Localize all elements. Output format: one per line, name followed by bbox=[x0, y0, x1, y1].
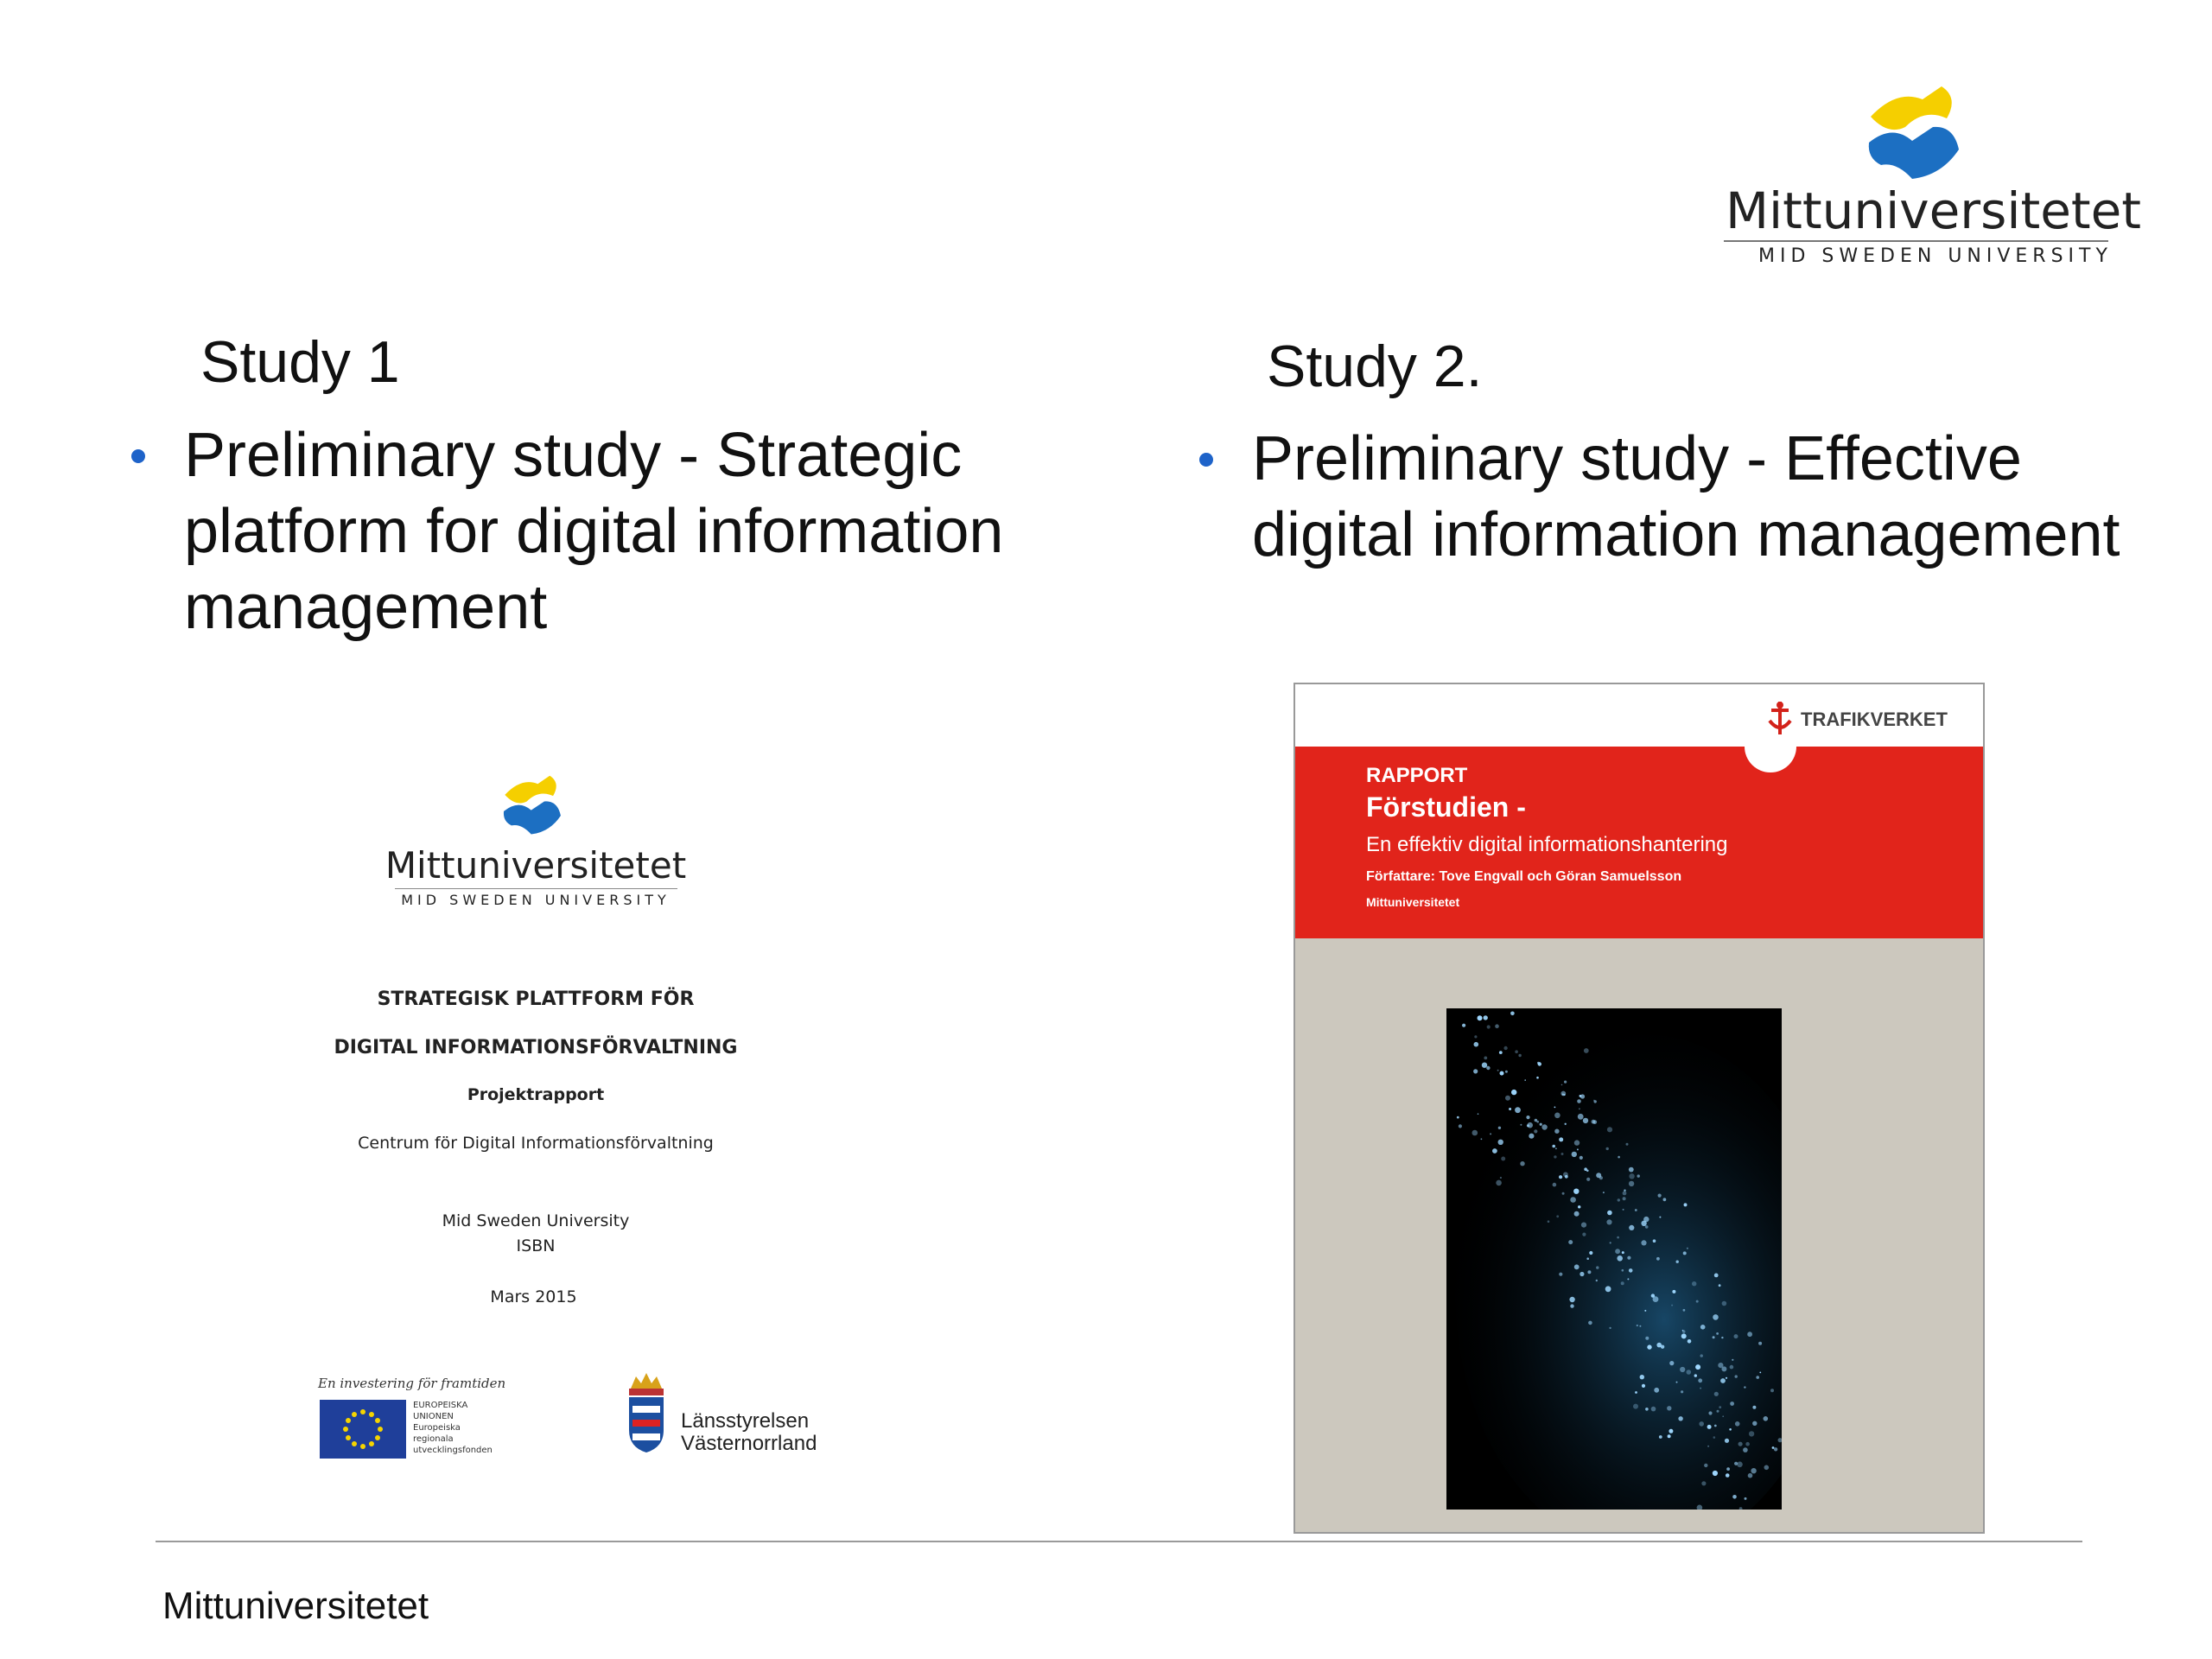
fiber-light-dot bbox=[1707, 1446, 1709, 1447]
fiber-light-dot bbox=[1640, 1375, 1644, 1379]
fiber-light-dot bbox=[1535, 1119, 1538, 1122]
fiber-light-dot bbox=[1556, 1215, 1559, 1217]
fiber-light-dot bbox=[1669, 1361, 1674, 1365]
fiber-light-dot bbox=[1743, 1447, 1748, 1452]
fiber-light-dot bbox=[1586, 1257, 1589, 1260]
fiber-light-dot bbox=[1698, 1378, 1702, 1382]
fiber-light-dot bbox=[1730, 1365, 1734, 1370]
fiber-light-dot bbox=[1629, 1225, 1634, 1230]
fiber-light-dot bbox=[1694, 1374, 1697, 1376]
fiber-light-dot bbox=[1580, 1156, 1583, 1160]
fiber-light-dot bbox=[1713, 1436, 1716, 1439]
fiber-light-dot bbox=[1518, 1054, 1521, 1057]
fiber-light-dot bbox=[1683, 1309, 1686, 1312]
fiber-light-dot bbox=[1526, 1116, 1529, 1119]
fiber-light-dot bbox=[1716, 1332, 1719, 1335]
fiber-light-dot bbox=[1681, 1333, 1687, 1338]
fiber-light-dot bbox=[1496, 1180, 1502, 1186]
fiber-light-dot bbox=[1641, 1240, 1646, 1245]
document-1-logo-name: Mittuniversitetet bbox=[385, 844, 687, 887]
fiber-light-dot bbox=[1534, 1129, 1537, 1133]
document-1-university: Mid Sweden University bbox=[442, 1211, 630, 1230]
fiber-optic-photo bbox=[1446, 1008, 1782, 1510]
fiber-light-dot bbox=[1520, 1124, 1522, 1126]
fiber-light-dot bbox=[1681, 1390, 1683, 1393]
fiber-light-dot bbox=[1676, 1382, 1678, 1383]
report-2-cover bbox=[1294, 683, 1985, 1534]
fiber-light-dot bbox=[1495, 1024, 1499, 1028]
study-1-bullet-text bbox=[184, 417, 1003, 645]
fiber-light-dot bbox=[1719, 1284, 1721, 1287]
fiber-light-dot bbox=[1627, 1256, 1630, 1260]
fiber-light-dot bbox=[1605, 1286, 1611, 1292]
fiber-light-dot bbox=[1484, 1057, 1487, 1060]
fiber-light-dot bbox=[1707, 1425, 1712, 1429]
fiber-light-dot bbox=[1658, 1194, 1662, 1198]
fiber-light-dot bbox=[1647, 1344, 1651, 1349]
fiber-light-dot bbox=[1621, 1281, 1624, 1285]
fiber-light-dot bbox=[1637, 1325, 1638, 1326]
report-2-label: RAPPORT bbox=[1366, 764, 1468, 787]
fiber-light-dot bbox=[1498, 1140, 1503, 1145]
header-logo-name: Mittuniversitetet bbox=[1726, 181, 2142, 240]
fiber-light-dot bbox=[1737, 1462, 1743, 1468]
fiber-light-dot bbox=[1629, 1181, 1634, 1186]
fiber-light-dot bbox=[1744, 1386, 1745, 1388]
document-1-cover bbox=[302, 760, 855, 1486]
fiber-light-dot bbox=[1774, 1447, 1777, 1451]
fiber-light-dot bbox=[1687, 1248, 1688, 1249]
fiber-light-dot bbox=[1663, 1198, 1667, 1201]
fiber-light-dot bbox=[1745, 1442, 1750, 1446]
document-1-logo-icon bbox=[499, 769, 565, 840]
study-1-bullet-dot bbox=[131, 449, 145, 463]
fiber-light-dot bbox=[1732, 1359, 1733, 1361]
fiber-light-dot bbox=[1482, 1063, 1487, 1068]
fiber-light-dot bbox=[1672, 1290, 1675, 1294]
fiber-light-dot bbox=[1758, 1342, 1762, 1345]
fiber-light-dot bbox=[1500, 1177, 1502, 1179]
fiber-light-dot bbox=[1492, 1148, 1497, 1154]
fiber-light-dot bbox=[1529, 1134, 1534, 1139]
fiber-light-dot bbox=[1588, 1321, 1592, 1325]
fiber-light-dot bbox=[1644, 1310, 1646, 1312]
eu-line-5: utvecklingsfonden bbox=[413, 1446, 493, 1455]
fiber-light-dot bbox=[1484, 1015, 1488, 1020]
fiber-light-dot bbox=[1596, 1280, 1598, 1281]
fiber-optic-image bbox=[1446, 1008, 1782, 1510]
fiber-light-dot bbox=[1651, 1407, 1656, 1412]
eu-text bbox=[413, 1400, 493, 1456]
fiber-light-dot bbox=[1629, 1167, 1634, 1173]
fiber-light-dot bbox=[1764, 1416, 1769, 1421]
fiber-light-dot bbox=[1574, 1140, 1580, 1145]
fiber-light-dot bbox=[1520, 1161, 1524, 1166]
fiber-light-dot bbox=[1584, 1167, 1587, 1171]
fiber-light-dot bbox=[1562, 1192, 1565, 1195]
fiber-light-dot bbox=[1589, 1251, 1592, 1255]
fiber-light-dot bbox=[1676, 1261, 1679, 1263]
fiber-light-dot bbox=[1555, 1147, 1557, 1149]
fiber-light-dot bbox=[1501, 1157, 1505, 1161]
fiber-light-dot bbox=[1651, 1294, 1655, 1297]
fiber-light-dot bbox=[1719, 1406, 1721, 1408]
fiber-light-dot bbox=[1487, 1025, 1491, 1028]
university-logo-icon bbox=[1862, 82, 1966, 181]
fiber-light-dot bbox=[1717, 1410, 1719, 1413]
fiber-light-dot bbox=[1596, 1266, 1599, 1268]
fiber-light-dot bbox=[1552, 1145, 1555, 1148]
fiber-light-dot bbox=[1645, 1337, 1649, 1340]
fiber-light-dot bbox=[1607, 1127, 1612, 1132]
fiber-light-dot bbox=[1607, 1211, 1612, 1216]
fiber-light-dot bbox=[1578, 1114, 1584, 1120]
fiber-light-dot bbox=[1559, 1137, 1563, 1141]
fiber-light-dot bbox=[1623, 1197, 1626, 1200]
report-2-subtitle: En effektiv digital informationshantering bbox=[1366, 833, 1728, 856]
fiber-light-dot bbox=[1745, 1497, 1747, 1500]
fiber-light-dot bbox=[1473, 1069, 1478, 1073]
fiber-light-dot bbox=[1738, 1442, 1743, 1446]
fiber-light-dot bbox=[1554, 1107, 1556, 1109]
fiber-light-dot bbox=[1700, 1354, 1703, 1357]
fiber-light-dot bbox=[1714, 1392, 1719, 1396]
fiber-light-dot bbox=[1497, 1070, 1499, 1071]
fiber-light-dot bbox=[1573, 1189, 1579, 1194]
fiber-light-dot bbox=[1656, 1257, 1660, 1261]
fiber-light-dot bbox=[1564, 1094, 1566, 1096]
document-1-date: Mars 2015 bbox=[490, 1287, 577, 1306]
fiber-light-dot bbox=[1671, 1305, 1673, 1306]
fiber-light-dot bbox=[1568, 1240, 1573, 1244]
fiber-light-dot bbox=[1680, 1367, 1685, 1372]
fiber-light-dot bbox=[1669, 1429, 1673, 1433]
eu-line-3: Europeiska bbox=[413, 1423, 461, 1433]
fiber-light-dot bbox=[1645, 1225, 1649, 1229]
fiber-light-dot bbox=[1498, 1127, 1501, 1129]
fiber-light-dot bbox=[1726, 1467, 1730, 1471]
fiber-light-dot bbox=[1701, 1481, 1706, 1485]
fiber-light-dot bbox=[1700, 1325, 1706, 1330]
fiber-light-dot bbox=[1684, 1203, 1688, 1206]
eu-line-1: EUROPEISKA bbox=[413, 1401, 468, 1410]
study-2-bullet-dot bbox=[1199, 453, 1213, 467]
fiber-light-dot bbox=[1722, 1301, 1727, 1306]
fiber-light-dot bbox=[1661, 1345, 1664, 1349]
fiber-light-dot bbox=[1457, 1116, 1459, 1119]
fiber-light-dot bbox=[1692, 1281, 1696, 1286]
fiber-light-dot bbox=[1635, 1209, 1637, 1211]
fiber-light-dot bbox=[1554, 1113, 1560, 1119]
fiber-light-dot bbox=[1609, 1327, 1611, 1329]
fiber-light-dot bbox=[1587, 1270, 1591, 1274]
fiber-light-dot bbox=[1478, 1015, 1483, 1020]
study-2-heading: Study 2. bbox=[1267, 334, 1483, 399]
document-1-isbn: ISBN bbox=[516, 1236, 556, 1255]
county-name bbox=[681, 1410, 817, 1455]
fiber-light-dot bbox=[1713, 1314, 1719, 1320]
fiber-light-dot bbox=[1659, 1217, 1661, 1218]
fiber-light-dot bbox=[1626, 1143, 1629, 1146]
fiber-light-dot bbox=[1584, 1048, 1589, 1053]
fiber-light-dot bbox=[1610, 1242, 1611, 1243]
header-logo-subtitle: MID SWEDEN UNIVERSITY bbox=[1758, 245, 2113, 267]
fiber-light-dot bbox=[1540, 1123, 1542, 1126]
fiber-light-dot bbox=[1527, 1124, 1529, 1127]
fiber-light-dot bbox=[1624, 1190, 1625, 1192]
fiber-light-dot bbox=[1764, 1465, 1770, 1471]
fiber-light-dot bbox=[1618, 1198, 1620, 1201]
fiber-light-dot bbox=[1659, 1435, 1662, 1439]
fiber-light-dot bbox=[1606, 1219, 1611, 1224]
study-2-bullet-text bbox=[1252, 421, 2120, 573]
fiber-light-dot bbox=[1756, 1376, 1759, 1379]
study-2-line-1: Preliminary study - Effective bbox=[1252, 424, 2022, 493]
fiber-light-dot bbox=[1688, 1339, 1692, 1344]
study-2-line-2: digital information management bbox=[1252, 500, 2120, 569]
fiber-light-dot bbox=[1554, 1155, 1556, 1158]
fiber-light-dot bbox=[1735, 1421, 1740, 1427]
county-line-2: Västernorrland bbox=[681, 1432, 817, 1455]
fiber-light-dot bbox=[1510, 1012, 1515, 1016]
fiber-light-dot bbox=[1642, 1384, 1645, 1388]
fiber-light-dot bbox=[1462, 1024, 1465, 1027]
fiber-light-dot bbox=[1581, 1223, 1586, 1228]
fiber-light-dot bbox=[1580, 1094, 1585, 1098]
fiber-light-dot bbox=[1770, 1389, 1774, 1392]
fiber-light-dot bbox=[1622, 1251, 1624, 1254]
fiber-light-dot bbox=[1594, 1100, 1597, 1103]
fiber-light-dot bbox=[1752, 1406, 1756, 1409]
document-1-title-line-1: STRATEGISK PLATTFORM FÖR bbox=[377, 988, 695, 1010]
fiber-light-dot bbox=[1577, 1099, 1581, 1103]
fiber-light-dot bbox=[1578, 1205, 1580, 1208]
fiber-light-dot bbox=[1459, 1124, 1462, 1128]
fiber-light-dot bbox=[1541, 1124, 1547, 1129]
fiber-light-dot bbox=[1725, 1439, 1729, 1443]
fiber-light-dot bbox=[1500, 1071, 1504, 1076]
fiber-light-dot bbox=[1574, 1211, 1580, 1217]
fiber-light-dot bbox=[1618, 1156, 1620, 1159]
eu-flag-icon bbox=[320, 1400, 406, 1459]
fiber-light-dot bbox=[1695, 1364, 1700, 1370]
fiber-light-dot bbox=[1548, 1220, 1550, 1223]
eu-slogan: En investering för framtiden bbox=[318, 1376, 506, 1391]
fiber-light-dot bbox=[1653, 1239, 1656, 1243]
fiber-light-dot bbox=[1713, 1336, 1715, 1338]
fiber-light-dot bbox=[1617, 1255, 1623, 1262]
fiber-light-dot bbox=[1559, 1175, 1562, 1179]
fiber-light-dot bbox=[1627, 1278, 1629, 1280]
fiber-light-dot bbox=[1720, 1378, 1726, 1383]
fiber-light-dot bbox=[1735, 1375, 1738, 1377]
fiber-light-dot bbox=[1683, 1251, 1687, 1255]
fiber-light-dot bbox=[1583, 1118, 1588, 1123]
fiber-light-dot bbox=[1553, 1183, 1557, 1187]
fiber-light-dot bbox=[1637, 1174, 1640, 1177]
eu-line-4: regionala bbox=[413, 1434, 454, 1444]
fiber-light-dot bbox=[1682, 1330, 1685, 1332]
fiber-light-dot bbox=[1564, 1081, 1567, 1084]
fiber-light-dot bbox=[1726, 1377, 1727, 1379]
fiber-light-dot bbox=[1639, 1325, 1641, 1327]
fiber-light-dot bbox=[1678, 1416, 1682, 1421]
fiber-light-dot bbox=[1699, 1421, 1704, 1427]
fiber-light-dot bbox=[1747, 1332, 1752, 1337]
fiber-light-dot bbox=[1748, 1473, 1753, 1478]
fiber-light-dot bbox=[1559, 1273, 1562, 1276]
fiber-light-dot bbox=[1537, 1062, 1540, 1065]
fiber-light-dot bbox=[1721, 1337, 1723, 1338]
fiber-light-dot bbox=[1474, 1035, 1477, 1038]
fiber-light-dot bbox=[1561, 1153, 1564, 1155]
fiber-light-dot bbox=[1726, 1473, 1730, 1478]
fiber-light-dot bbox=[1599, 1176, 1603, 1179]
fiber-light-dot bbox=[1572, 1152, 1577, 1157]
fiber-light-dot bbox=[1580, 1272, 1584, 1276]
fiber-light-dot bbox=[1474, 1042, 1479, 1047]
fiber-light-dot bbox=[1759, 1372, 1761, 1374]
report-2-title: Förstudien - bbox=[1366, 791, 1526, 823]
fiber-light-dot bbox=[1505, 1071, 1508, 1073]
fiber-light-dot bbox=[1606, 1147, 1609, 1150]
fiber-light-dot bbox=[1714, 1274, 1719, 1278]
eu-line-2: UNIONEN bbox=[413, 1412, 454, 1421]
fiber-light-dot bbox=[1574, 1264, 1580, 1269]
fiber-light-dot bbox=[1569, 1297, 1574, 1302]
fiber-light-dot bbox=[1667, 1406, 1671, 1410]
fiber-light-dot bbox=[1732, 1495, 1737, 1499]
fiber-light-dot bbox=[1472, 1130, 1478, 1136]
fiber-light-dot bbox=[1700, 1388, 1701, 1389]
fiber-light-dot bbox=[1579, 1108, 1580, 1109]
fiber-light-dot bbox=[1704, 1464, 1707, 1467]
fiber-light-dot bbox=[1577, 1148, 1579, 1150]
fiber-light-dot bbox=[1499, 1051, 1503, 1054]
fiber-light-dot bbox=[1635, 1391, 1637, 1394]
study-1-line-3: management bbox=[184, 573, 548, 642]
fiber-light-dot bbox=[1490, 1133, 1491, 1135]
study-1-line-1: Preliminary study - Strategic bbox=[184, 421, 963, 490]
fiber-light-dot bbox=[1623, 1192, 1627, 1196]
fiber-light-dot bbox=[1511, 1090, 1516, 1095]
fiber-light-dot bbox=[1633, 1404, 1638, 1409]
fiber-light-dot bbox=[1486, 1066, 1490, 1070]
document-1-logo-subtitle: MID SWEDEN UNIVERSITY bbox=[401, 892, 671, 908]
report-2-org: Mittuniversitetet bbox=[1366, 895, 1460, 909]
document-1-logo-rule bbox=[395, 888, 677, 889]
fiber-light-dot bbox=[1565, 1175, 1568, 1179]
fiber-light-dot bbox=[1603, 1192, 1605, 1193]
study-1-heading: Study 1 bbox=[200, 329, 400, 395]
fiber-light-dot bbox=[1734, 1334, 1738, 1338]
footer-text: Mittuniversitetet bbox=[162, 1585, 429, 1627]
fiber-light-dot bbox=[1554, 1129, 1559, 1134]
county-line-1: Länsstyrelsen bbox=[681, 1409, 810, 1433]
fiber-light-dot bbox=[1629, 1173, 1634, 1179]
fiber-light-dot bbox=[1622, 1269, 1624, 1272]
fiber-light-dot bbox=[1629, 1268, 1633, 1273]
fiber-light-dot bbox=[1749, 1431, 1754, 1436]
fiber-light-dot bbox=[1536, 1077, 1539, 1079]
fiber-light-dot bbox=[1645, 1408, 1649, 1411]
header-logo-rule bbox=[1724, 240, 2108, 242]
fiber-light-dot bbox=[1752, 1421, 1757, 1426]
document-1-center: Centrum för Digital Informationsförvaltning bbox=[358, 1134, 714, 1153]
fiber-light-dot bbox=[1481, 1138, 1483, 1140]
fiber-light-dot bbox=[1570, 1197, 1576, 1203]
fiber-light-dot bbox=[1586, 1178, 1590, 1181]
fiber-light-dot bbox=[1687, 1370, 1692, 1375]
fiber-light-dot bbox=[1623, 1209, 1624, 1211]
fiber-light-dot bbox=[1565, 1123, 1567, 1125]
fiber-light-dot bbox=[1503, 1046, 1507, 1050]
fiber-light-dot bbox=[1515, 1050, 1518, 1053]
fiber-light-dot bbox=[1515, 1107, 1521, 1113]
footer-divider bbox=[156, 1541, 2082, 1542]
report-2-authors: Författare: Tove Engvall och Göran Samuelsson bbox=[1366, 869, 1682, 884]
fiber-light-dot bbox=[1582, 1233, 1586, 1236]
fiber-light-dot bbox=[1524, 1079, 1526, 1081]
trafikverket-logo-icon bbox=[1766, 700, 1794, 736]
fiber-light-dot bbox=[1721, 1366, 1726, 1371]
fiber-light-dot bbox=[1696, 1300, 1699, 1303]
fiber-light-dot bbox=[1751, 1468, 1756, 1473]
fiber-light-dot bbox=[1643, 1217, 1649, 1222]
fiber-light-dot bbox=[1772, 1446, 1775, 1449]
fiber-light-dot bbox=[1478, 1113, 1479, 1115]
county-crest-icon bbox=[622, 1370, 671, 1456]
fiber-light-dot bbox=[1561, 1084, 1563, 1086]
report-2-brand: TRAFIKVERKET bbox=[1801, 709, 1948, 730]
fiber-light-dot bbox=[1505, 1096, 1510, 1101]
fiber-light-dot bbox=[1729, 1428, 1732, 1431]
fiber-light-dot bbox=[1722, 1415, 1724, 1417]
fiber-light-dot bbox=[1654, 1388, 1659, 1393]
fiber-light-dot bbox=[1730, 1402, 1734, 1406]
study-1-line-2: platform for digital information bbox=[184, 497, 1004, 566]
document-1-title-line-2: DIGITAL INFORMATIONSFÖRVALTNING bbox=[334, 1037, 738, 1058]
fiber-light-dot bbox=[1509, 1108, 1511, 1110]
fiber-light-dot bbox=[1570, 1304, 1573, 1307]
fiber-light-dot bbox=[1714, 1425, 1717, 1427]
fiber-light-dot bbox=[1668, 1434, 1671, 1438]
fiber-light-dot bbox=[1592, 1120, 1597, 1124]
fiber-light-dot bbox=[1708, 1411, 1712, 1414]
document-1-type: Projektrapport bbox=[467, 1085, 605, 1104]
fiber-light-dot bbox=[1713, 1471, 1718, 1476]
fiber-light-dot bbox=[1615, 1249, 1620, 1254]
fiber-light-dot bbox=[1617, 1236, 1619, 1239]
